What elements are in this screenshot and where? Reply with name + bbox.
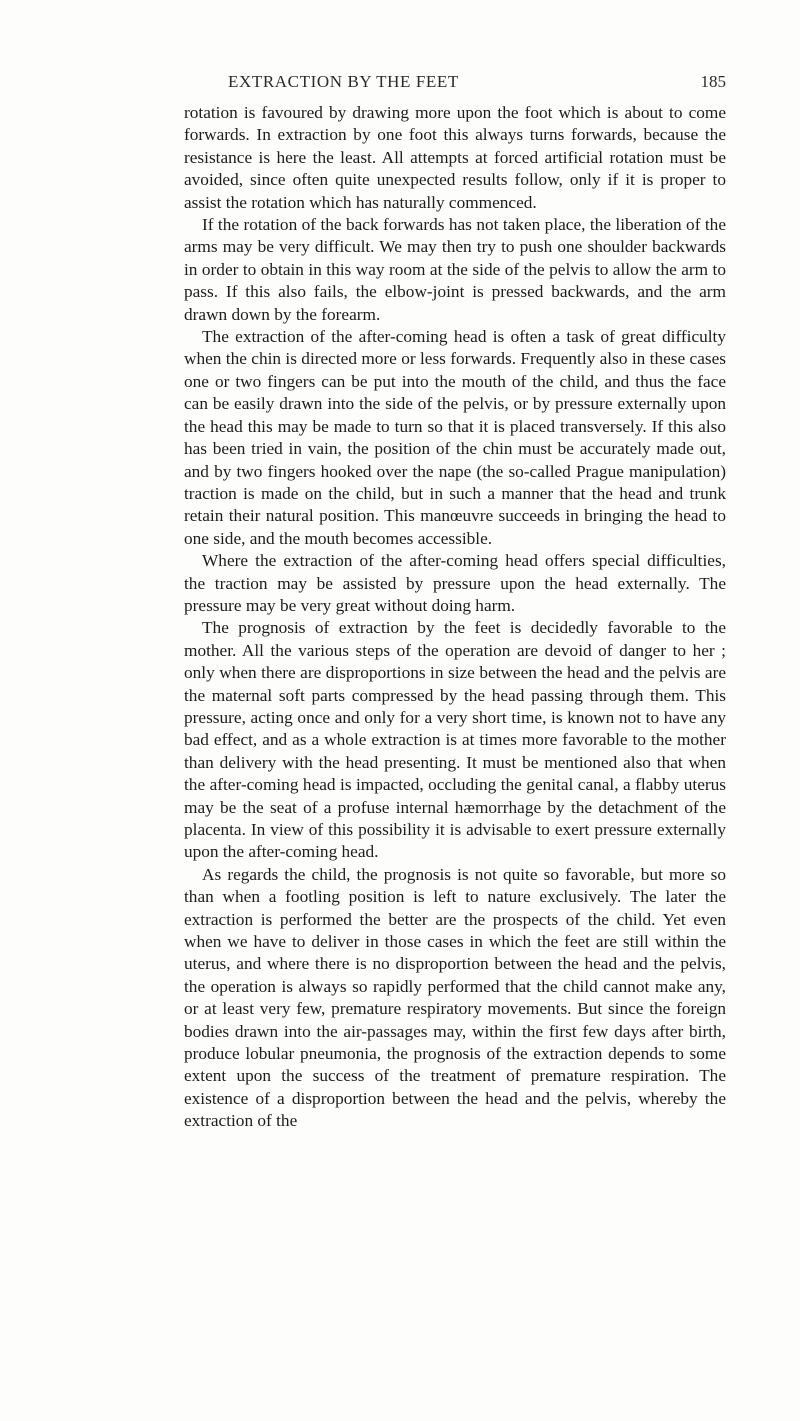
paragraph-prognosis-child: As regards the child, the prognosis is not quite so favorable, but more so than when a footling position is left to nature exclusively. The later the extraction is performed the better are the prospects of the child. Yet even when we have to deliver in those cases in which the feet are still within the uterus, and where there is no disproportion between the head and the pelvis, the operation is always so rapidly performed that the child cannot make any, or at least very few, premature respiratory movements. But since the foreign bodies drawn into the air-passages may, within the first few days after birth, produce lobular pneumonia, the prognosis of the extraction depends to some extent upon the success of the treatment of premature respiration. The existence of a disproportion between the head and the pelvis, whereby the extraction of the <box>184 864 726 1131</box>
paragraph-prognosis-mother: The prognosis of extraction by the feet is decidedly favorable to the mother. All the various steps of the operation are devoid of danger to her ; only when there are disproportions in size between the head and the pelvis are the maternal soft parts compressed by the head passing through them. This pressure, acting once and only for a very short time, is known not to have any bad effect, and as a whole extraction is at times more favorable to the mother than delivery with the head presenting. It must be mentioned also that when the after-coming head is impacted, occluding the genital canal, a flabby uterus may be the seat of a profuse internal hæmorrhage by the detachment of the placenta. In view of this possibility it is advisable to exert pressure externally upon the after-coming head. <box>184 618 726 862</box>
paragraph-rotation-continued: rotation is favoured by drawing more upon the foot which is about to come forwards. In extraction by one foot this always turns forwards, because the resistance is here the least. All attempts at forced artificial rotation must be avoided, since often quite unexpected results follow, only if it is proper to assist the rotation which has naturally commenced. <box>184 103 726 212</box>
paragraph-after-coming-head: The extraction of the after-coming head is often a task of great difficulty when the chin is directed more or less forwards. Frequently also in these cases one or two fingers can be put into the mouth of the child, and thus the face can be easily drawn into the side of the pelvis, or by pressure externally upon the head this may be made to turn so that it is placed transversely. If this also has been tried in vain, the position of the chin must be accurately made out, and by two fingers hooked over the nape (the so-called Prague manipulation) traction is made on the child, but in such a manner that the head and trunk retain their natural position. This manœuvre succeeds in bringing the head to one side, and the mouth becomes accessible. <box>184 327 726 548</box>
body-text <box>184 102 726 1133</box>
paragraph-liberation-of-arms: If the rotation of the back forwards has not taken place, the liberation of the arms may be very difficult. We may then try to push one shoulder backwards in order to obtain in this way room at the side of the pelvis to allow the arm to pass. If this also fails, the elbow-joint is pressed backwards, and the arm drawn down by the forearm. <box>184 215 726 324</box>
page-number: 185 <box>700 72 726 91</box>
running-title: EXTRACTION BY THE FEET <box>228 72 459 91</box>
paragraph-external-pressure: Where the extraction of the after-coming head offers special difficulties, the traction may be assisted by pressure upon the head externally. The pressure may be very great without doing harm. <box>184 551 726 615</box>
running-header <box>184 72 726 96</box>
